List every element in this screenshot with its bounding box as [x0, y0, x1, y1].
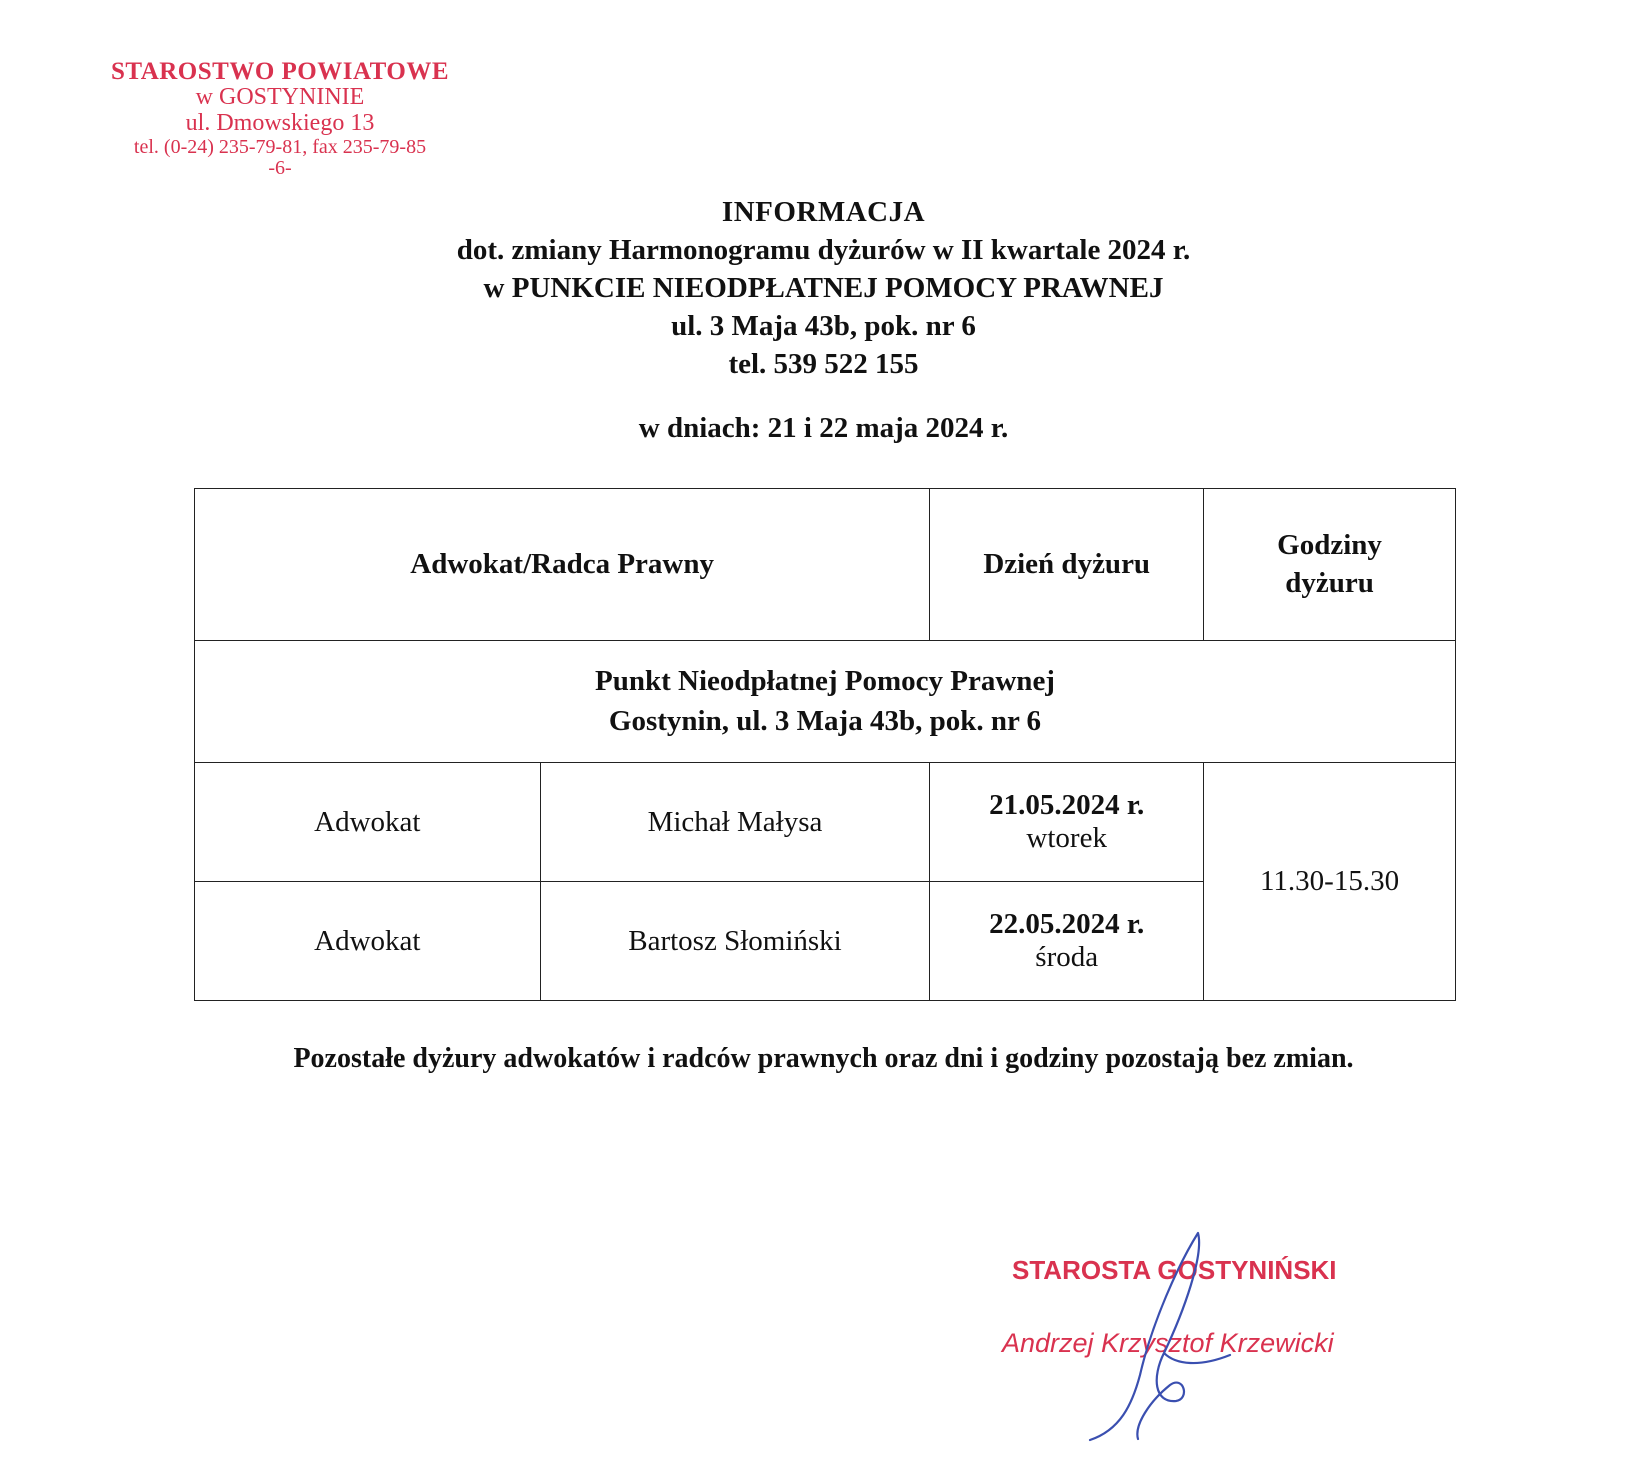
place-address: Gostynin, ul. 3 Maja 43b, pok. nr 6	[608, 704, 1042, 737]
header-day: Dzień dyżuru	[930, 489, 1204, 641]
document-phone: tel. 539 522 155	[728, 348, 919, 380]
document-title: INFORMACJA	[721, 196, 926, 228]
table-header-row	[195, 489, 1456, 641]
signature-name: Andrzej Krzysztof Krzewicki	[1002, 1328, 1334, 1358]
stamp-address: ul. Dmowskiego 13	[185, 109, 375, 136]
document-days: w dniach: 21 i 22 maja 2024 r.	[638, 412, 1009, 444]
row-date: 22.05.2024 r.	[989, 908, 1145, 940]
place-cell	[195, 641, 1456, 763]
row-weekday: środa	[1035, 941, 1099, 973]
stamp-number: -6-	[268, 157, 292, 180]
row-name: Michał Małysa	[540, 763, 930, 882]
row-hours: 11.30-15.30	[1204, 763, 1456, 1001]
row-name: Bartosz Słomiński	[540, 882, 930, 1001]
row-weekday: wtorek	[1026, 822, 1107, 854]
handwritten-signature	[1080, 1225, 1250, 1445]
header-hours-label: Godziny dyżuru	[1277, 528, 1382, 599]
row-role: Adwokat	[195, 882, 541, 1001]
document-place: w PUNKCIE NIEODPŁATNEJ POMOCY PRAWNEJ	[483, 272, 1164, 304]
stamp-phone: tel. (0-24) 235-79-81, fax 235-79-85	[133, 135, 427, 158]
signature-title: STAROSTA GOSTYNIŃSKI	[1012, 1255, 1337, 1285]
office-stamp	[90, 58, 470, 180]
row-day	[930, 763, 1204, 882]
row-day	[930, 882, 1204, 1001]
table-place-row	[195, 641, 1456, 763]
stamp-office-name: STAROSTWO POWIATOWE	[110, 58, 450, 85]
stamp-city: w GOSTYNINIE	[195, 84, 365, 110]
row-date: 21.05.2024 r.	[989, 789, 1145, 821]
duty-schedule-table	[194, 488, 1456, 1001]
row-role: Adwokat	[195, 763, 541, 882]
place-name: Punkt Nieodpłatnej Pomocy Prawnej	[595, 665, 1055, 698]
table-row	[195, 763, 1456, 882]
header-hours	[1204, 489, 1456, 641]
document-subject: dot. zmiany Harmonogramu dyżurów w II kwartale 2024 r.	[456, 234, 1191, 266]
closing-note: Pozostałe dyżury adwokatów i radców prawnych oraz dni i godziny pozostają bez zmian.	[293, 1043, 1354, 1074]
document-address: ul. 3 Maja 43b, pok. nr 6	[671, 310, 976, 342]
header-lawyer: Adwokat/Radca Prawny	[195, 489, 930, 641]
